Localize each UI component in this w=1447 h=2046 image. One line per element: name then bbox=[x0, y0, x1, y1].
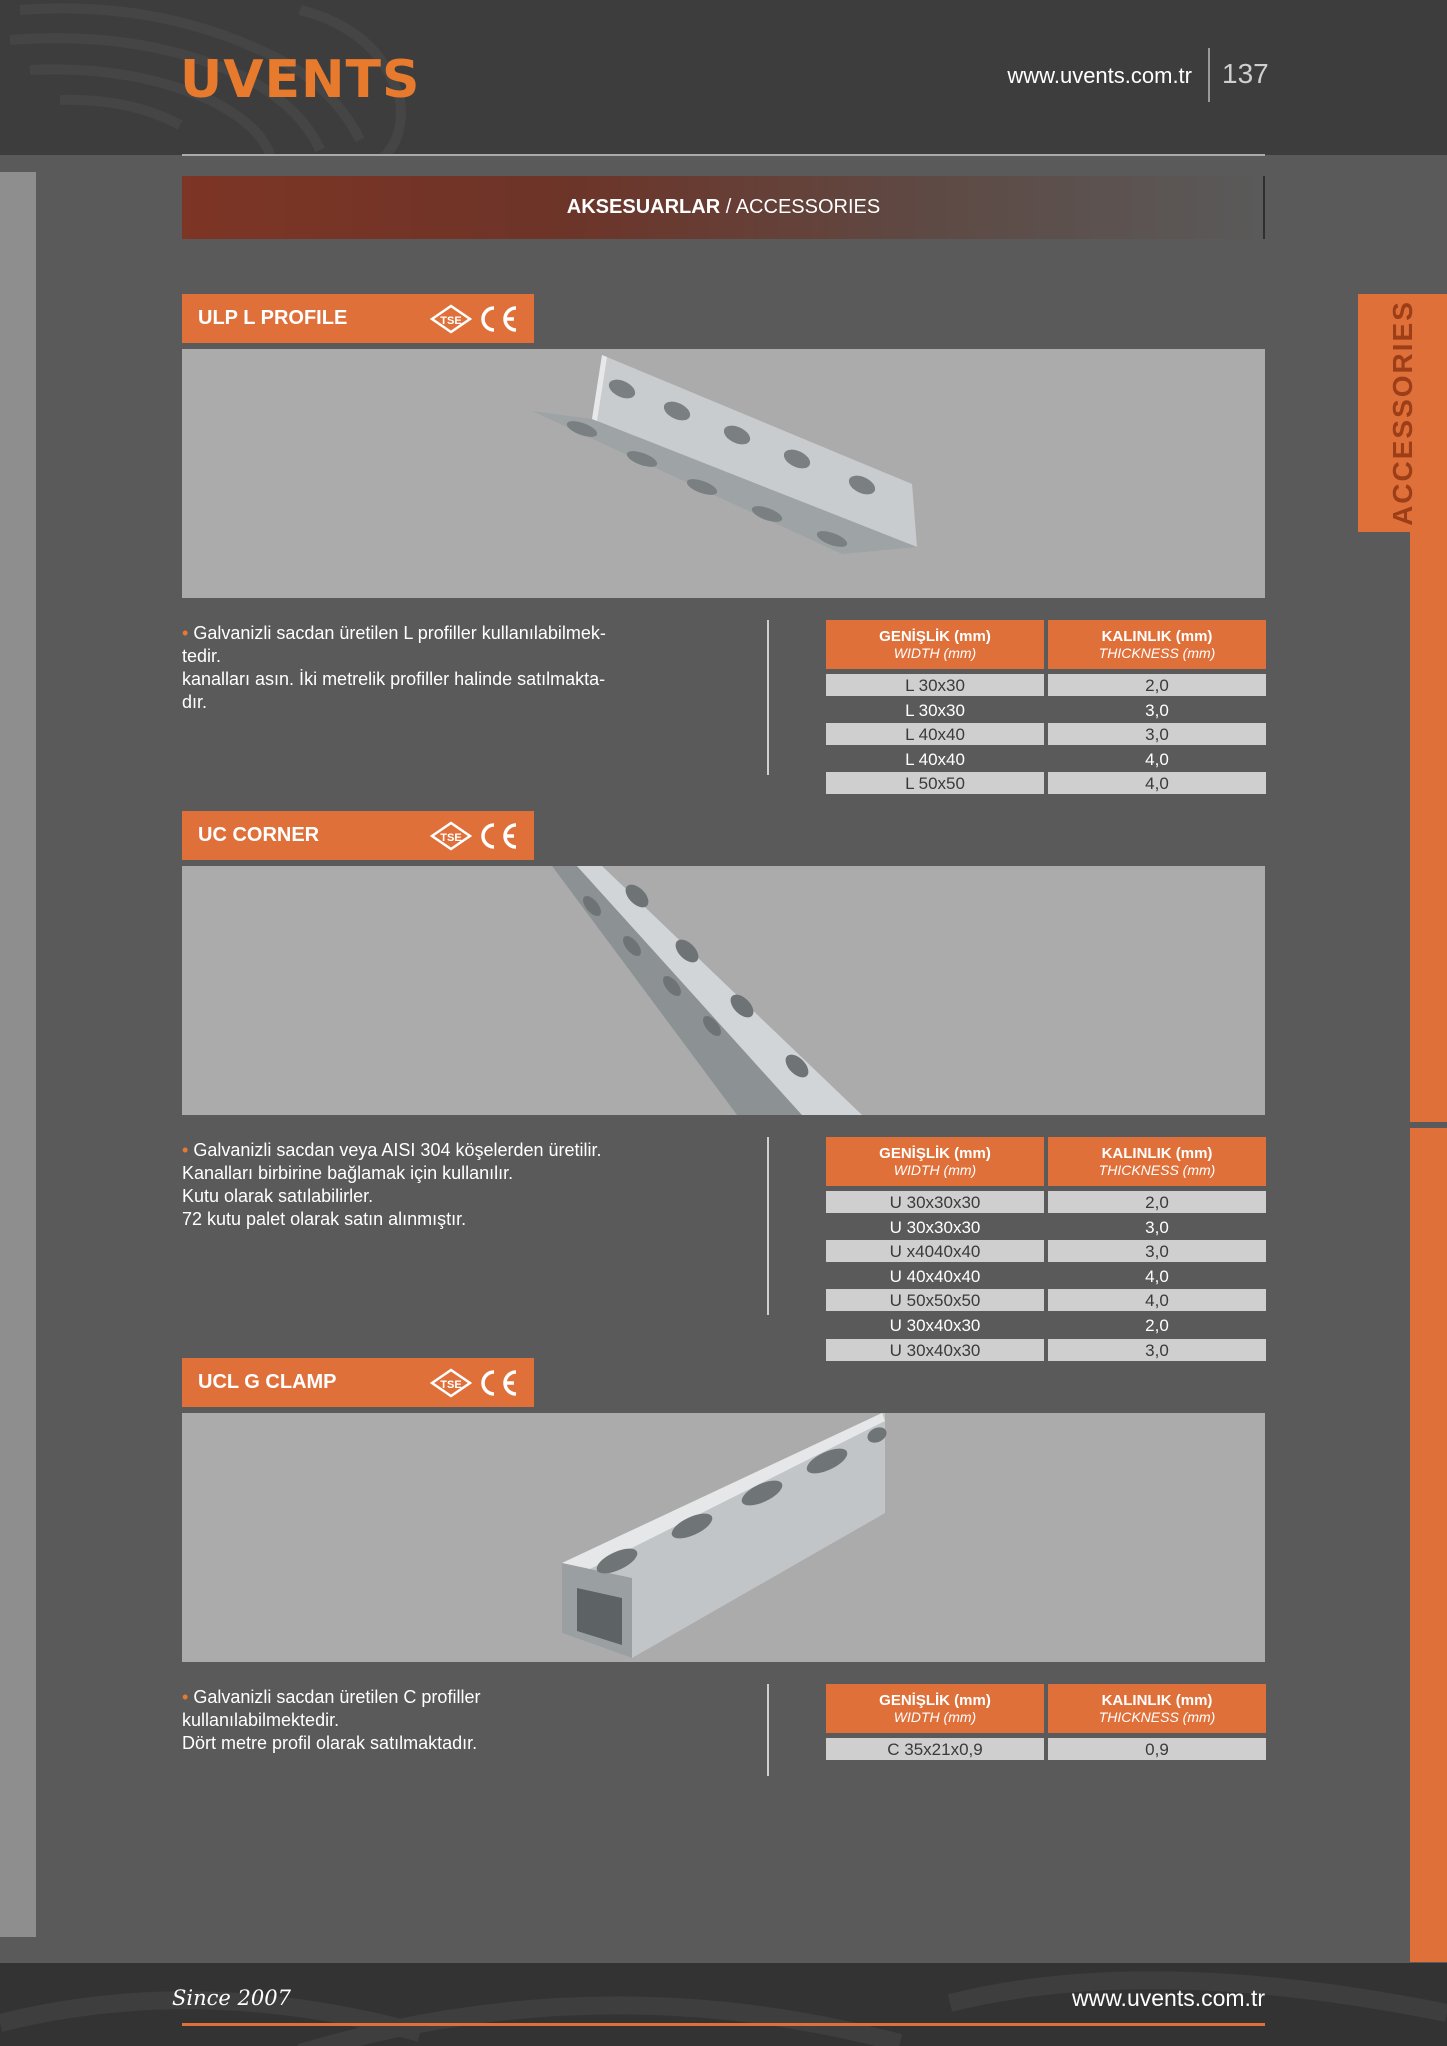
spec-table-header bbox=[826, 1684, 1266, 1733]
bullet-icon: • bbox=[182, 623, 194, 643]
banner-separator: / bbox=[725, 196, 732, 218]
svg-text:TSE: TSE bbox=[440, 315, 462, 327]
product-label-ulp-l-profile bbox=[182, 294, 534, 343]
tse-icon bbox=[432, 823, 470, 849]
tse-icon bbox=[432, 1370, 470, 1396]
width-header: GENİŞLİK (mm) WIDTH (mm) bbox=[826, 1137, 1044, 1186]
product-description-ucl-g-clamp: • Galvanizli sacdan üretilen C profiller kullanılabilmektedir. Dört metre profil olarak satılmaktadır. bbox=[182, 1687, 481, 1753]
banner-title-en: ACCESSORIES bbox=[735, 196, 881, 218]
top-divider bbox=[182, 154, 1265, 156]
side-accent-line bbox=[1410, 532, 1447, 1962]
side-tab-label-wrap bbox=[1358, 294, 1447, 532]
since-signature: Since 2007 bbox=[172, 1986, 291, 2010]
product-photo-ulp-l-profile bbox=[182, 349, 1265, 598]
header-website[interactable]: www.uvents.com.tr bbox=[1007, 63, 1192, 88]
table-row: L 40x40 4,0 bbox=[826, 748, 1266, 773]
svg-text:TSE: TSE bbox=[440, 1379, 462, 1391]
page-number-divider bbox=[1208, 48, 1210, 102]
ce-icon bbox=[483, 308, 516, 330]
product-label-uc-corner bbox=[182, 811, 534, 860]
table-row: U 50x50x50 4,0 bbox=[826, 1289, 1266, 1314]
table-row: U 30x40x30 2,0 bbox=[826, 1314, 1266, 1339]
spec-table-header bbox=[826, 1137, 1266, 1186]
thickness-header: KALINLIK (mm) THICKNESS (mm) bbox=[1048, 1137, 1266, 1186]
footer-divider bbox=[182, 2023, 1265, 2026]
table-row: C 35x21x0,9 0,9 bbox=[826, 1738, 1266, 1763]
product-photo-ucl-g-clamp bbox=[182, 1413, 1265, 1662]
certification-icons bbox=[428, 1366, 520, 1400]
spec-table-header bbox=[826, 620, 1266, 669]
spec-table-ucl-g-clamp bbox=[826, 1684, 1266, 1763]
table-row: L 30x30 2,0 bbox=[826, 674, 1266, 699]
certification-icons bbox=[428, 302, 520, 336]
table-row: L 40x40 3,0 bbox=[826, 723, 1266, 748]
table-row: U 30x30x30 3,0 bbox=[826, 1216, 1266, 1241]
banner-end-cap bbox=[1263, 176, 1265, 239]
page-number: 137 bbox=[1222, 58, 1269, 89]
product-name: UCL G CLAMP bbox=[198, 1371, 337, 1393]
ce-icon bbox=[483, 1372, 516, 1394]
column-divider bbox=[767, 620, 769, 775]
brand-logo: UVENTS bbox=[180, 50, 421, 110]
product-description-ulp-l-profile: • Galvanizli sacdan üretilen L profiller kullanılabilmek- tedir. kanalları asın. İki metrelik profiller halinde satılmakta- dır. bbox=[182, 623, 606, 712]
column-divider bbox=[767, 1137, 769, 1315]
bullet-icon: • bbox=[182, 1140, 194, 1160]
side-tab-label: ACCESSORIES bbox=[1387, 300, 1418, 526]
product-label-ucl-g-clamp bbox=[182, 1358, 534, 1407]
table-row: U 40x40x40 4,0 bbox=[826, 1265, 1266, 1290]
product-name: ULP L PROFILE bbox=[198, 307, 348, 329]
certification-icons bbox=[428, 819, 520, 853]
table-row: L 50x50 4,0 bbox=[826, 772, 1266, 797]
table-row: U x4040x40 3,0 bbox=[826, 1240, 1266, 1265]
width-header: GENİŞLİK (mm) WIDTH (mm) bbox=[826, 620, 1044, 669]
bullet-icon: • bbox=[182, 1687, 194, 1707]
product-name: UC CORNER bbox=[198, 824, 320, 846]
table-row: U 30x40x30 3,0 bbox=[826, 1339, 1266, 1364]
thickness-header: KALINLIK (mm) THICKNESS (mm) bbox=[1048, 620, 1266, 669]
width-header: GENİŞLİK (mm) WIDTH (mm) bbox=[826, 1684, 1044, 1733]
footer-website[interactable]: www.uvents.com.tr bbox=[1072, 1985, 1265, 2011]
tse-icon bbox=[432, 306, 470, 332]
svg-text:TSE: TSE bbox=[440, 832, 462, 844]
table-row: U 30x30x30 2,0 bbox=[826, 1191, 1266, 1216]
spec-table-ulp-l-profile bbox=[826, 620, 1266, 797]
spec-table-uc-corner bbox=[826, 1137, 1266, 1363]
banner-title-tr: AKSESUARLAR bbox=[566, 196, 721, 218]
product-photo-uc-corner bbox=[182, 866, 1265, 1115]
thickness-header: KALINLIK (mm) THICKNESS (mm) bbox=[1048, 1684, 1266, 1733]
ce-icon bbox=[483, 825, 516, 847]
table-row: L 30x30 3,0 bbox=[826, 699, 1266, 724]
product-description-uc-corner: • Galvanizli sacdan veya AISI 304 köşelerden üretilir. Kanalları birbirine bağlamak için kullanılır. Kutu olarak satılabilirler. 72 kutu palet olarak satın alınmıştır. bbox=[182, 1140, 602, 1229]
left-decor-strip bbox=[0, 172, 36, 1937]
column-divider bbox=[767, 1684, 769, 1776]
side-accent-gap bbox=[1410, 1122, 1447, 1128]
section-banner bbox=[182, 176, 1265, 239]
page-header bbox=[0, 0, 1447, 155]
